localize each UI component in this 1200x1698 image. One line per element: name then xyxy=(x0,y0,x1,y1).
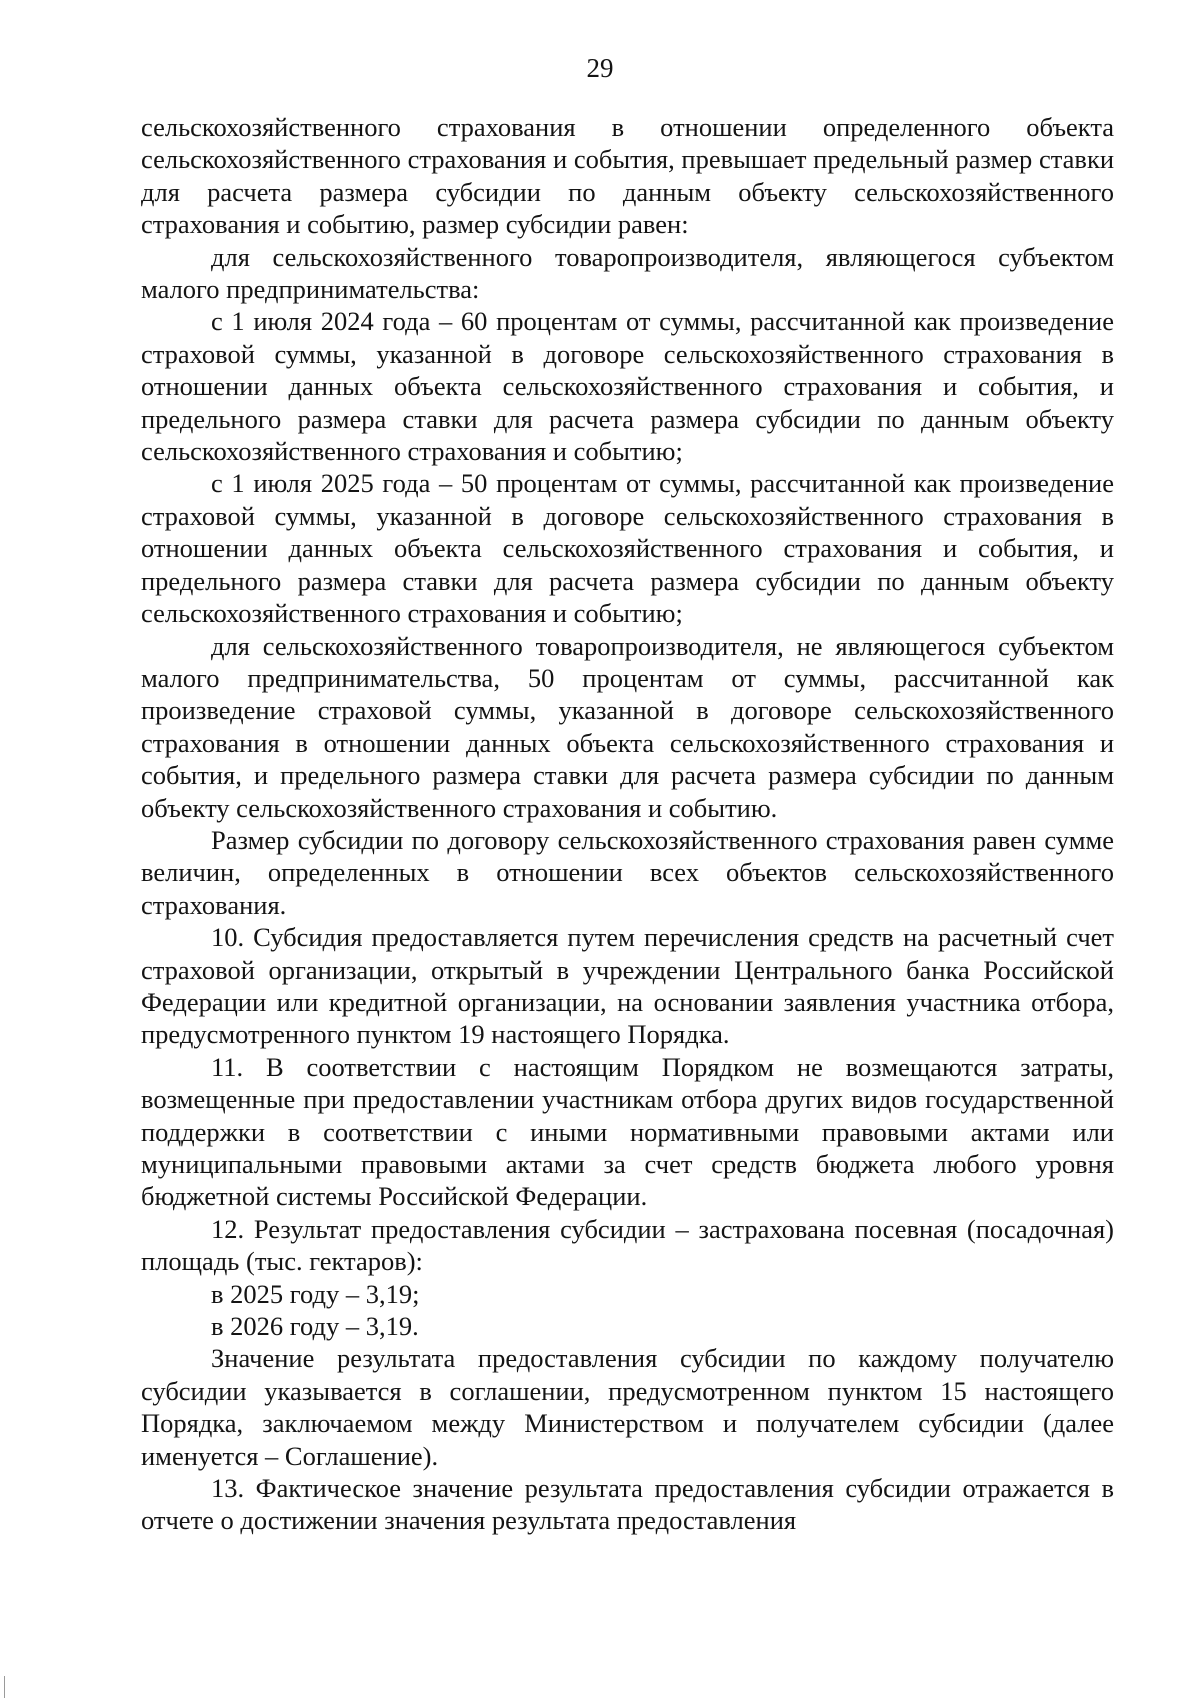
paragraph-from-july-2024: с 1 июля 2024 года – 60 процентам от суммы, рассчитанной как произведение страховой суммы, указанной в договоре сельскохозяйственного страхования в отношении данных объекта сельскохозяйственного страхования и события, и предельного размера ставки для расчета размера субсидии по данным объекту сельскохозяйственного страхования и событию; xyxy=(141,306,1114,467)
paragraph-non-small-business-producer: для сельскохозяйственного товаропроизводителя, не являющегося субъектом малого предпринимательства, 50 процентам от суммы, рассчитанной как произведение страховой суммы, указанной в договоре сельскохозяйственного страхования в отношении данных объекта сельскохозяйственного страхования и события, и предельного размера ставки для расчета размера субсидии по данным объекту сельскохозяйственного страхования и событию. xyxy=(141,630,1114,823)
paragraph-item-12: 12. Результат предоставления субсидии – застрахована посевная (посадочная) площадь (тыс. гектаров): xyxy=(141,1213,1114,1277)
paragraph-continuation: сельскохозяйственного страхования в отношении определенного объекта сельскохозяйственного страхования и события, превышает предельный размер ставки для расчета размера субсидии по данным объекту сельскохозяйственного страхования и событию, размер субсидии равен: xyxy=(141,112,1114,240)
paragraph-from-july-2025: с 1 июля 2025 года – 50 процентам от суммы, рассчитанной как произведение страховой суммы, указанной в договоре сельскохозяйственного страхования в отношении данных объекта сельскохозяйственного страхования и события, и предельного размера ставки для расчета размера субсидии по данным объекту сельскохозяйственного страхования и событию; xyxy=(141,468,1114,629)
page-number: 29 xyxy=(586,53,614,83)
paragraph-small-business-producer: для сельскохозяйственного товаропроизводителя, являющегося субъектом малого предпринимательства: xyxy=(141,241,1114,305)
paragraph-item-13: 13. Фактическое значение результата предоставления субсидии отражается в отчете о достижении значения результата предоставления xyxy=(141,1473,1114,1536)
paragraph-year-2026-value: в 2026 году – 3,19. xyxy=(211,1311,419,1342)
paragraph-result-value-agreement: Значение результата предоставления субсидии по каждому получателю субсидии указывается в соглашении, предусмотренном пунктом 15 настоящего Порядка, заключаемом между Министерством и получателем субсидии (далее именуется – Соглашение). xyxy=(141,1343,1114,1471)
paragraph-item-11: 11. В соответствии с настоящим Порядком не возмещаются затраты, возмещенные при предоставлении участникам отбора других видов государственной поддержки в соответствии с иными нормативными правовыми актами или муниципальными правовыми актами за счет средств бюджета любого уровня бюджетной системы Российской Федерации. xyxy=(141,1051,1114,1212)
paragraph-subsidy-amount: Размер субсидии по договору сельскохозяйственного страхования равен сумме величин, определенных в отношении всех объектов сельскохозяйственного страхования. xyxy=(141,824,1114,920)
document-body xyxy=(141,111,1114,1537)
paragraph-year-2025-value: в 2025 году – 3,19; xyxy=(211,1278,420,1309)
scan-edge-mark xyxy=(4,1676,5,1698)
paragraph-item-10: 10. Субсидия предоставляется путем перечисления средств на расчетный счет страховой организации, открытый в учреждении Центрального банка Российской Федерации или кредитной организации, на основании заявления участника отбора, предусмотренного пунктом 19 настоящего Порядка. xyxy=(141,922,1114,1050)
